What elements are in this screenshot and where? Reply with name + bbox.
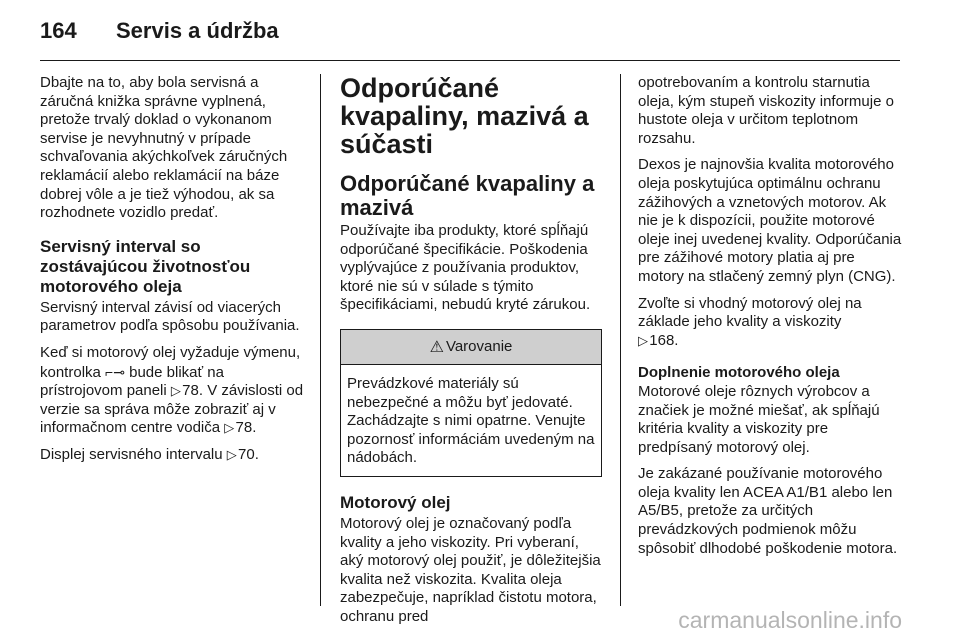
column-2 xyxy=(340,74,602,635)
paragraph-service-display: Displej servisného intervalu ▷ 70. xyxy=(40,445,259,463)
page-number: 164 xyxy=(40,18,77,43)
paragraph-use-products: Používajte iba produkty, ktoré spĺňajú odporúčané špecifikácie. Poškodenia vyplývajúce z používania produktov, ktoré nie sú v súlade s týmito špecifikáciami, nebudú kryté zárukou. xyxy=(340,222,591,314)
paragraph-interval-depends: Servisný interval závisí od viacerých parametrov podľa spôsobu používania. xyxy=(40,298,300,335)
paragraph-forbidden-oils: Je zakázané používanie motorového oleja kvality len ACEA A1/B1 alebo len A5/B5, pretože za určitých prevádzkových podmienok môžu spôsobiť dlhodobé poškodenie motora. xyxy=(638,465,898,557)
heading-engine-oil: Motorový olej xyxy=(340,492,451,512)
column-3 xyxy=(638,74,902,566)
oil-can-icon: ⌐⊸ xyxy=(105,363,125,380)
page-ref-link[interactable]: 78 xyxy=(182,382,199,400)
header-rule xyxy=(40,60,900,61)
page-ref-arrow-icon: ▷ xyxy=(170,383,181,399)
warning-box xyxy=(340,329,602,477)
page-ref-link[interactable]: 78 xyxy=(235,419,253,437)
column-divider-2 xyxy=(620,74,621,606)
heading-service-interval: Servisný interval so zostávajúcou životnosťou motorového oleja xyxy=(40,236,251,296)
warning-triangle-icon: ⚠ xyxy=(429,338,444,356)
page-ref-arrow-icon: ▷ xyxy=(638,332,648,348)
heading-recommended-fluids-parts: Odporúčané kvapaliny, mazivá a súčasti xyxy=(340,73,589,159)
column-1 xyxy=(40,74,310,473)
paragraph-dexos: Dexos je najnovšia kvalita motorového oleja poskytujúca optimálnu ochranu zážihových a vznetových motorov. Ak nie je k dispozícii, použite motorové oleje inej uvedenej kvality. Odporúčania pre zážihové motory platia aj pre motory na stlačený zemný plyn (CNG). xyxy=(638,156,902,285)
watermark: carmanualsonline.info xyxy=(678,607,902,633)
page-title: Servis a údržba xyxy=(116,18,279,43)
warning-text: Prevádzkové materiály sú nebezpečné a môžu byť jedovaté. Zachádzajte s nimi opatrne. Venujte pozornosť informáciám uvedeným na nádobách. xyxy=(347,374,595,467)
column-divider-1 xyxy=(320,74,321,606)
page-ref-link[interactable]: 168 xyxy=(649,331,675,349)
paragraph-oil-change-warning: Keď si motorový olej vyžaduje výmenu, kontrolka ⌐⊸ bude blikať na prístrojovom paneli ▷ 78. V závislosti od verzie sa správa môže zobraziť aj v informačnom centre vodiča ▷ 78. xyxy=(40,343,304,437)
warning-title: Varovanie xyxy=(445,338,513,356)
heading-recommended-fluids: Odporúčané kvapaliny a mazivá xyxy=(340,171,595,220)
page-ref-arrow-icon: ▷ xyxy=(224,420,235,436)
paragraph-choose-oil: Zvoľte si vhodný motorový olej na základe jeho kvality a viskozity ▷ 168. xyxy=(638,294,862,349)
paragraph-engine-oil: Motorový olej je označovaný podľa kvality a jeho viskozity. Pri vyberaní, aký motorový olej použiť, je dôležitejšia kvalita než viskozita. Kvalita oleja zabezpečuje, napríklad čistotu motora, ochranu pred xyxy=(340,514,601,625)
warning-body xyxy=(341,365,601,476)
heading-oil-topup: Doplnenie motorového oleja xyxy=(638,364,840,382)
page-ref-link[interactable]: 70 xyxy=(238,445,255,463)
paragraph-viscosity: opotrebovaním a kontrolu starnutia oleja, kým stupeň viskozity informuje o hustote oleja v určitom teplotnom rozsahu. xyxy=(638,74,894,147)
paragraph-mixing-oils: Motorové oleje rôznych výrobcov a značiek je možné miešať, ak spĺňajú kritéria kvality a viskozity pre predpísaný motorový olej. xyxy=(638,382,880,456)
paragraph-service-book: Dbajte na to, aby bola servisná a záručná knižka správne vyplnená, pretože trvalý doklad o vykonanom servise je nevyhnutný v prípade schvaľovania akýchkoľvek záručných reklamácií alebo reklamácií na báze dobrej vôle a je tiež výhodou, ak sa rozhodnete vozidlo predať. xyxy=(40,74,288,222)
page-ref-arrow-icon: ▷ xyxy=(226,446,237,462)
warning-header xyxy=(341,330,601,365)
page-header xyxy=(40,18,900,48)
